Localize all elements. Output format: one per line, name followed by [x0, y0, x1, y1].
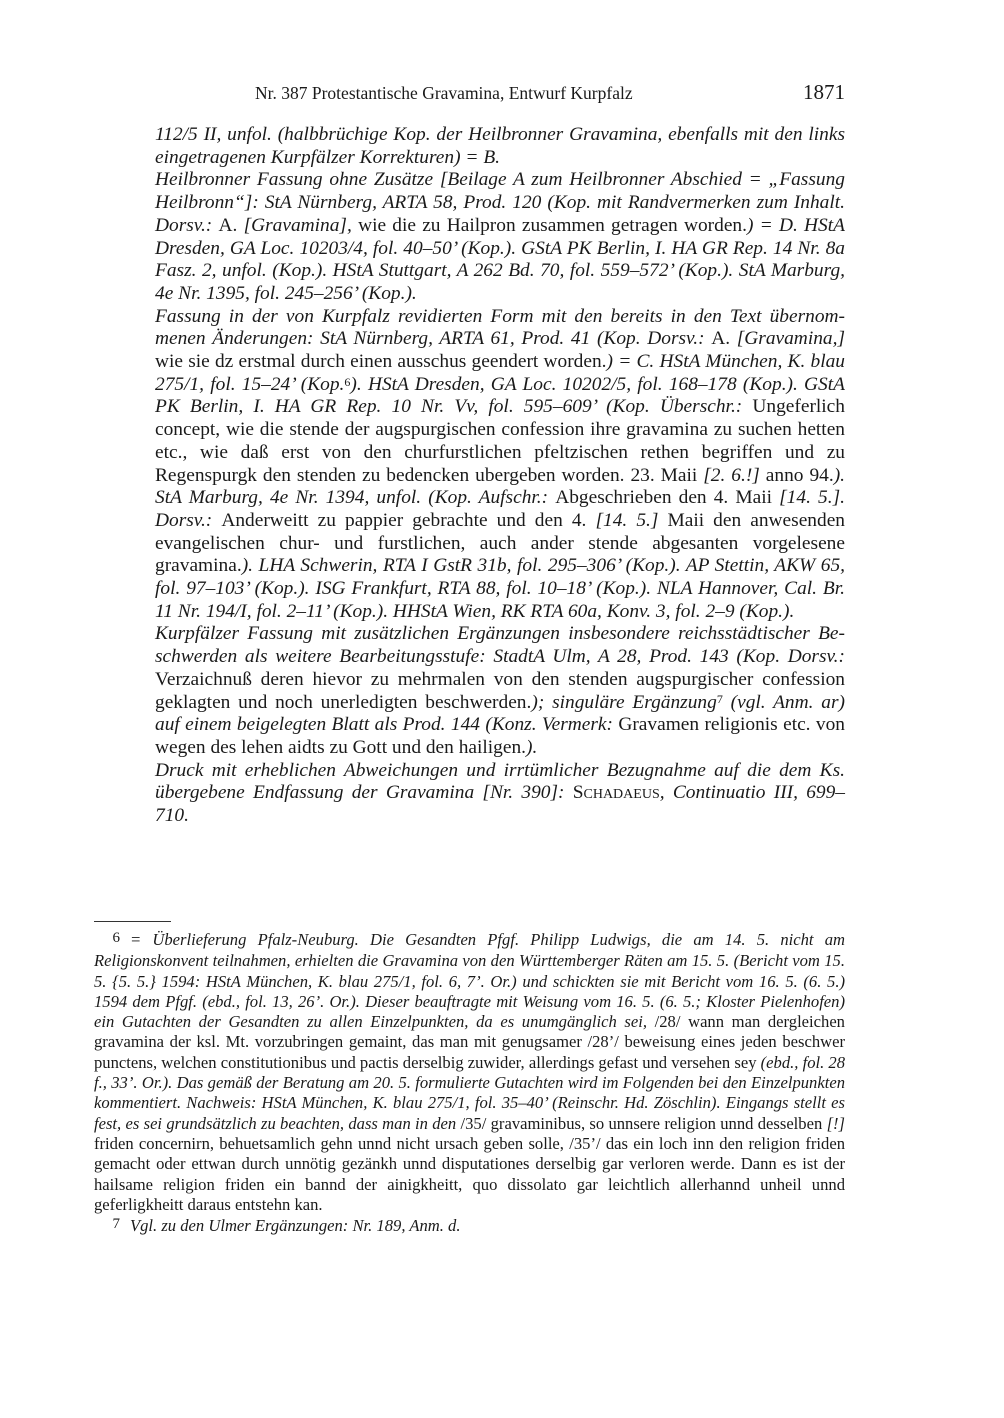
main-text — [155, 124, 845, 828]
footnotes — [94, 930, 845, 1237]
text-run: Gravamen religionis etc. von wegen des lehen aidts zu Gott und den hailigen. — [155, 714, 845, 758]
footnote-7 — [94, 1216, 845, 1237]
running-head — [155, 80, 845, 110]
text-run: = Überlieferung Pfalz-Neuburg. Die Gesandten Pfgf. Philipp Ludwigs, die am 14. 5. nicht am Religionskonvent teilnahmen, erhielten die Gravamina von den Württemberger Räten am 15. 5. (Bericht vom 15. 5. {5. 5.} 1594: HStA München, K. blau 275/1, fol. 6, 7’. Or.) und schickten sie mit Bericht vom 16. 5. (6. 5.) 1594 dem Pfgf. (ebd., fol. 13, 26’. Or.). Dieser beauftragte mit Weisung vom 16. 5. (6. 5.; Kloster Pielenhofen) ein Gutachten der Gesandten zu allen Einzelpunkten, da es unumgänglich sei, — [94, 930, 845, 1032]
text-run: [!] — [826, 1113, 846, 1133]
text-run: A. — [218, 214, 244, 236]
text-run: (vgl. Anm. ar) auf einem beigelegten Blatt als Prod. 144 (Konz. Vermerk: — [155, 691, 845, 736]
footnote-number: 6 — [112, 930, 120, 946]
paragraph-3 — [155, 306, 845, 624]
text-run: /35/ gravaminibus, so unnsere religion unnd desselben — [460, 1113, 827, 1133]
text-run: (ebd., fol. 28 f., 33’. Or.). Das gemäß der Beratung am 20. 5. formulierte Gutachten wird im Folgenden bei den Einzelpunkten kommentiert. Nachweis: HStA München, K. blau 275/1, fol. 35–40’ (Reinschr. Hd. Zöschlin). Eingangs stellt es fest, es sei grundsätzlich zu beachten, dass man in den — [94, 1052, 846, 1133]
text-run: wie die zu Hailpron zusammen getragen worden. — [358, 214, 747, 236]
paragraph-2 — [155, 169, 845, 305]
text-run: ). StA Marburg, 4e Nr. 1394, unfol. (Kop. Aufschr.: — [155, 464, 845, 509]
text-run: Vgl. zu den Ulmer Ergänzungen: Nr. 189, Anm. d. — [130, 1216, 461, 1236]
text-run: Ungeferlich concept, wie die stende der augspurgischen confession ihre gravamina zu suchen hetten etc., wie daß erst von den churfurstlichen pfeltzischen rethen begriffen und zu Regenspurgk den stenden zu bedencken ubergeben worden. 23. Maii — [155, 396, 845, 486]
text-run: Maii den anwesenden evangelischen chur- und furstlichen, auch ander stende abgesanten vorgelesene gravamina. — [155, 509, 845, 577]
text-run: [2. 6.!] — [703, 464, 766, 486]
footnote-number: 7 — [112, 1216, 120, 1233]
footnote-ref-6[interactable]: 6 — [344, 374, 351, 389]
paragraph-1 — [155, 124, 845, 169]
text-run: ). HStA Dresden, GA Loc. 10202/5, fol. 168–178 (Kop.). GStA PK Berlin, I. HA GR Rep. 10 Nr. Vv, fol. 595–609’ (Kop. Überschr.: — [155, 373, 845, 418]
text-run: Fassung in der von Kurpfalz revidierten Form mit den bereits in den Text übernommenen Änderungen: StA Nürnberg, ARTA 61, Prod. 41 (Kop. Dorsv.: — [155, 305, 845, 350]
text-run: [14. 5.] — [595, 509, 668, 531]
text-run: ) = C. HStA München, K. blau 275/1, fol. 15–24’ (Kop. — [155, 351, 845, 395]
text-run: Heilbronner Fassung ohne Zusätze [Beilage A zum Heilbronner Abschied = „Fassung Heilbronn“]: StA Nürnberg, ARTA 58, Prod. 120 (Kop. mit Randvermerken zum Inhalt. Dorsv.: — [155, 169, 845, 236]
text-run: ) = D. HStA Dresden, GA Loc. 10203/4, fol. 40–50’ (Kop.). GStA PK Berlin, I. HA GR Rep. 14 Nr. 8a Fasz. 2, unfol. (Kop.). HStA Stuttgart, A 262 Bd. 70, fol. 559–572’ (Kop.). StA Marburg, 4e Nr. 1395, fol. 245–256’ (Kop.). — [155, 214, 845, 304]
text-run: Druck mit erheblichen Abweichungen und irrtümlicher Bezugnahme auf die dem Ks. übergebene Endfassung der Gravamina [Nr. 390]: — [155, 759, 845, 804]
footnote-6 — [94, 930, 845, 1215]
paragraph-5 — [155, 760, 845, 828]
running-title: Nr. 387 Protestantische Gravamina, Entwurf Kurpfalz — [255, 83, 633, 103]
page-number: 1871 — [803, 80, 845, 104]
text-run: [Gravamina,] — [736, 328, 845, 350]
footnote-ref-7[interactable]: 7 — [716, 692, 723, 707]
text-run: [14. 5.]. Dorsv.: — [155, 487, 845, 531]
text-run: anno 94. — [765, 464, 834, 486]
paragraph-4 — [155, 623, 845, 759]
text-run: ). LHA Schwerin, RTA I GstR 31b, fol. 295–306’ (Kop.). AP Stettin, AKW 65, fol. 97–103’ (Kop.). ISG Frankfurt, RTA 88, fol. 10–18’ (Kop.). NLA Hannover, Cal. Br. 11 Nr. 194/I, fol. 2–11’ (Kop.). HHStA Wien, RK RTA 60a, Konv. 3, fol. 2–9 (Kop.). — [155, 555, 845, 622]
footnote-separator — [94, 921, 171, 922]
text-run: /28/ wann man dergleichen gravamina der ksl. Mt. vorzubringen gemaint, das man mit genugsamer /28’/ beweisung eines jeden beschwer punctens, welchen constitutionibus und pactis derselbig zuwider, allerdings gefast und versehen sey — [94, 1012, 845, 1072]
text-run: ); singuläre Ergänzung — [531, 691, 717, 713]
text-run: , Continuatio III, 699–710. — [155, 782, 845, 827]
text-run: Anderweitt zu pappier gebrachte und den 4. — [221, 509, 596, 531]
text-run: 112/5 II, unfol. (halbbrüchige Kop. der Heilbronner Gravamina, ebenfalls mit den links eingetragenen Kurpfälzer Korrekturen) = B. — [155, 124, 845, 168]
text-run: ). — [526, 736, 538, 758]
text-run: friden concernirn, behuetsamlich gehn unnd nicht ursach geben solle, /35’/ das ein loch inn den religion friden gemacht oder ettwan durch unnötig gezänkh unnd disputationes derselbig gar verloren werde. Dann es ist der hailsame religion friden ein bannd der ainigkheitt, quo dissolato gar leichtlich allerhannd unheil unnd geferligkheitt daraus entstehn kan. — [94, 1133, 845, 1214]
author-name: Schadaeus — [572, 782, 660, 804]
text-run: [Gravamina], — [243, 214, 359, 236]
text-run: Kurpfälzer Fassung mit zusätzlichen Ergänzungen insbesondere reichsstädtischer Beschwerden als weitere Bearbeitungsstufe: StadtA Ulm, A 28, Prod. 143 (Kop. Dorsv.: — [155, 623, 845, 668]
text-run: Verzaichnuß deren hievor zu mehrmalen von den stenden augspurgischer confession geklagten und noch unerledigten beschwerden. — [155, 668, 845, 713]
text-run: wie sie dz erstmal durch einen ausschus geendert worden. — [155, 351, 607, 373]
text-run: Abgeschrieben den 4. Maii — [555, 487, 780, 509]
text-run: A. — [711, 328, 737, 350]
